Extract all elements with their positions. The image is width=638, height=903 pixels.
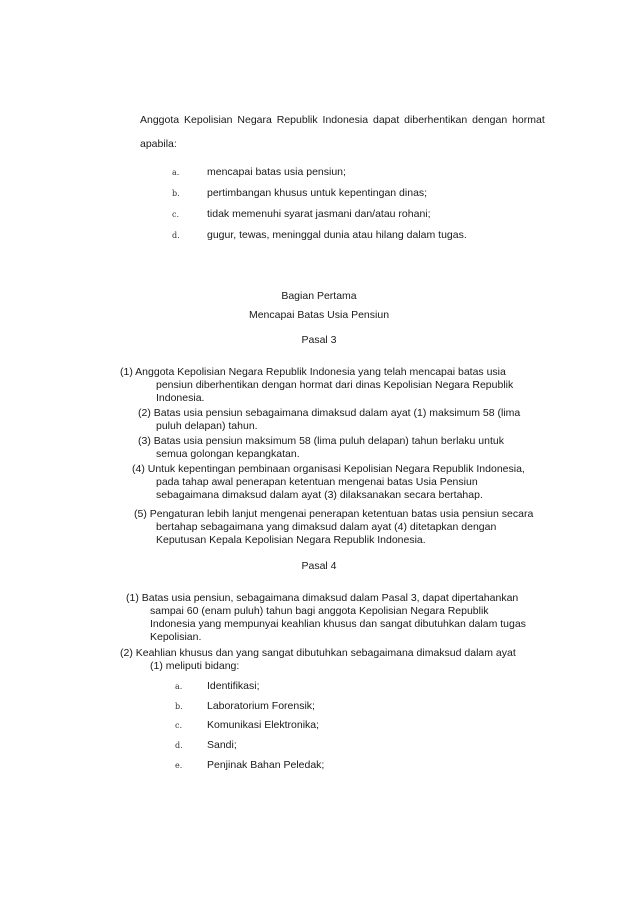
pasal-3-ayat-4-line: sebagaimana dimaksud dalam ayat (3) dilaksanakan secara bertahap. bbox=[156, 489, 483, 501]
pasal-4-ayat-2-line: (1) meliputi bidang: bbox=[150, 660, 240, 672]
pasal-3-ayat-2-line: (2) Batas usia pensiun sebagaimana dimaksud dalam ayat (1) maksimum 58 (lima bbox=[138, 407, 521, 419]
list-marker: d. bbox=[172, 231, 180, 240]
pasal-3-ayat-2-line: puluh delapan) tahun. bbox=[156, 420, 258, 432]
intro-line-2: apabila: bbox=[140, 138, 177, 150]
list-item: pertimbangan khusus untuk kepentingan dinas; bbox=[207, 187, 428, 199]
list-item: Penjinak Bahan Peledak; bbox=[207, 759, 325, 771]
pasal-3-ayat-3-line: semua golongan kepangkatan. bbox=[156, 448, 300, 460]
list-marker: b. bbox=[175, 702, 183, 711]
pasal-4-ayat-2-line: (2) Keahlian khusus dan yang sangat dibutuhkan sebagaimana dimaksud dalam ayat bbox=[120, 647, 516, 659]
pasal-3-ayat-4-line: (4) Untuk kepentingan pembinaan organisasi Kepolisian Negara Republik Indonesia, bbox=[132, 463, 525, 475]
list-item: tidak memenuhi syarat jasmani dan/atau rohani; bbox=[207, 208, 431, 220]
list-marker: b. bbox=[172, 189, 180, 198]
list-marker: c. bbox=[172, 210, 180, 219]
pasal-3-ayat-1-line: pensiun diberhentikan dengan hormat dari dinas Kepolisian Negara Republik bbox=[156, 379, 514, 391]
section-title: Bagian Pertama bbox=[281, 290, 357, 302]
pasal-3-ayat-1-line: (1) Anggota Kepolisian Negara Republik Indonesia yang telah mencapai batas usia bbox=[120, 366, 506, 378]
pasal-4-ayat-1-line: Indonesia yang mempunyai keahlian khusus dan sangat dibutuhkan dalam tugas bbox=[150, 618, 526, 630]
pasal-4-ayat-1-line: sampai 60 (enam puluh) tahun bagi anggota Kepolisian Negara Republik bbox=[150, 605, 489, 617]
list-marker: a. bbox=[175, 682, 183, 691]
list-marker: e. bbox=[175, 761, 183, 770]
list-item: Komunikasi Elektronika; bbox=[207, 719, 320, 731]
list-item: gugur, tewas, meninggal dunia atau hilang dalam tugas. bbox=[207, 229, 467, 241]
list-item: mencapai batas usia pensiun; bbox=[207, 166, 346, 178]
pasal-3-ayat-1-line: Indonesia. bbox=[156, 392, 205, 404]
pasal-3-ayat-5-line: (5) Pengaturan lebih lanjut mengenai penerapan ketentuan batas usia pensiun secara bbox=[134, 508, 534, 520]
pasal-3-ayat-4-line: pada tahap awal penerapan ketentuan mengenai batas Usia Pensiun bbox=[156, 476, 478, 488]
list-marker: d. bbox=[175, 741, 183, 750]
pasal-4-ayat-1-line: (1) Batas usia pensiun, sebagaimana dimaksud dalam Pasal 3, dapat dipertahankan bbox=[126, 592, 519, 604]
pasal-3-heading: Pasal 3 bbox=[301, 334, 337, 346]
pasal-4-heading: Pasal 4 bbox=[301, 560, 337, 572]
intro-line-1: Anggota Kepolisian Negara Republik Indonesia dapat diberhentikan dengan hormat bbox=[140, 114, 545, 126]
pasal-3-ayat-5-line: bertahap sebagaimana yang dimaksud dalam ayat (4) ditetapkan dengan bbox=[156, 521, 497, 533]
section-subtitle: Mencapai Batas Usia Pensiun bbox=[248, 309, 390, 321]
list-marker: a. bbox=[172, 168, 180, 177]
pasal-3-ayat-5-line: Keputusan Kepala Kepolisian Negara Republik Indonesia. bbox=[156, 534, 426, 546]
list-marker: c. bbox=[175, 721, 183, 730]
list-item: Identifikasi; bbox=[207, 680, 260, 692]
pasal-3-ayat-3-line: (3) Batas usia pensiun maksimum 58 (lima puluh delapan) tahun berlaku untuk bbox=[138, 435, 504, 447]
list-item: Sandi; bbox=[207, 739, 237, 751]
list-item: Laboratorium Forensik; bbox=[207, 700, 315, 712]
pasal-4-ayat-1-line: Kepolisian. bbox=[150, 631, 202, 643]
